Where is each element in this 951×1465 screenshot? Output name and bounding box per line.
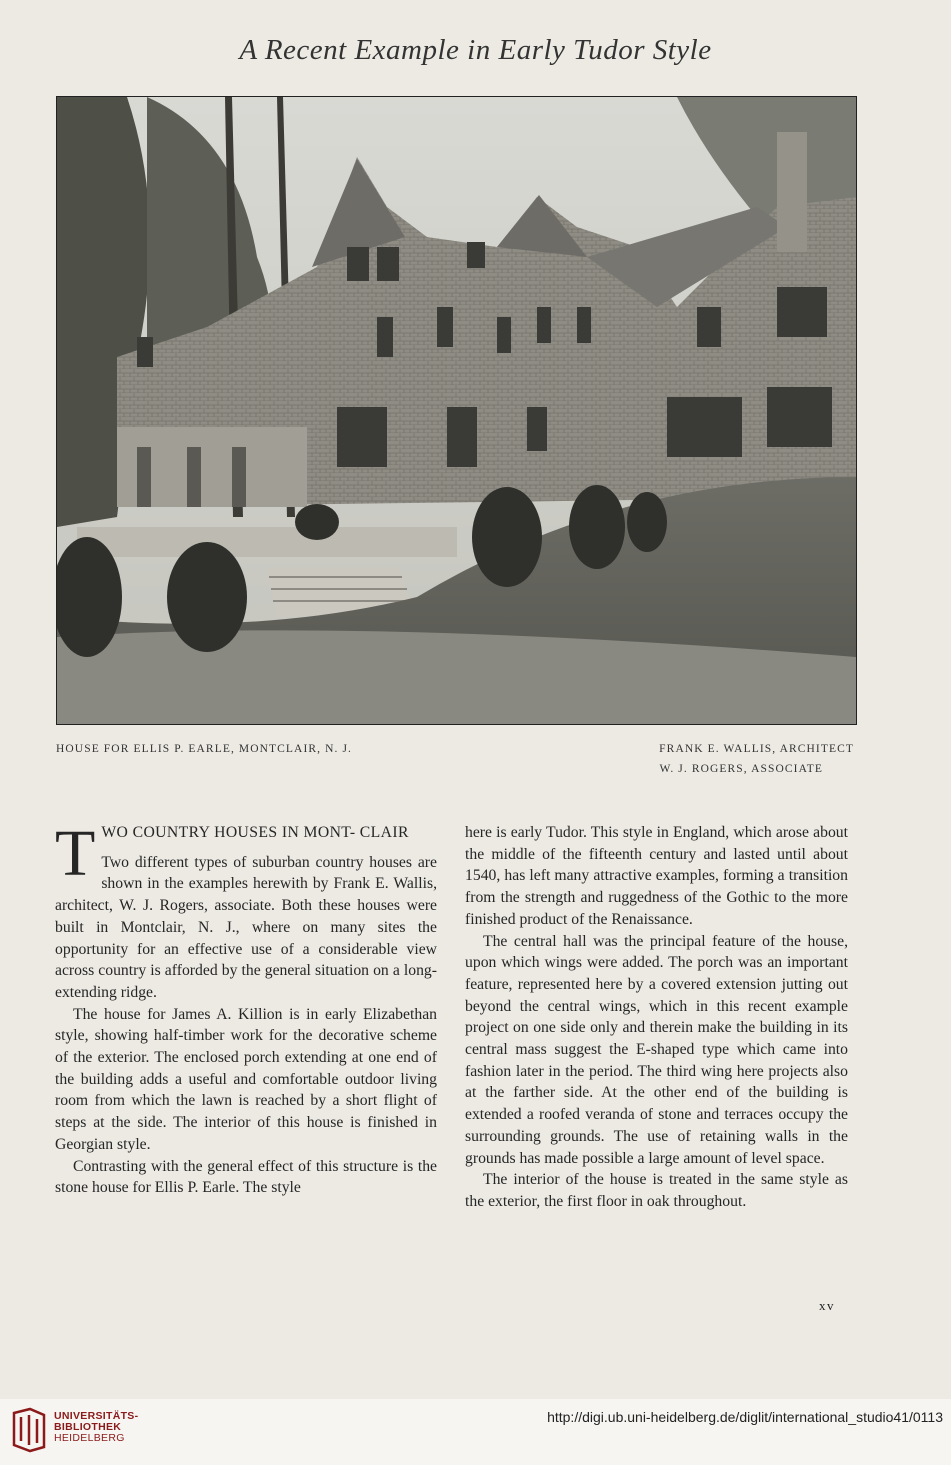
paragraph: The interior of the house is treated in the same style as the exterior, the first floor in oak throughout. xyxy=(465,1171,848,1210)
house-photograph xyxy=(56,96,857,725)
paragraph: Contrasting with the general effect of this structure is the stone house for Ellis P. Earle. The style xyxy=(55,1157,437,1197)
library-name-line: UNIVERSITÄTS- xyxy=(54,1410,139,1422)
article-right-column xyxy=(465,822,848,1213)
source-url-link[interactable]: http://digi.ub.uni-heidelberg.de/diglit/international_studio41/0113 xyxy=(547,1409,943,1425)
paragraph: here is early Tudor. This style in England, which arose about the middle of the fifteenth century and lasted until about 1540, has left many attractive examples, forming a transition from the strength and ruggedness of the Gothic to the more finished product of the Renaissance. xyxy=(465,824,848,928)
digitization-footer xyxy=(0,1399,951,1465)
page-number: xv xyxy=(819,1298,835,1313)
photo-caption-architect: FRANK E. WALLIS, ARCHITECT xyxy=(659,743,854,755)
paragraph: The house for James A. Killion is in early Elizabethan style, showing half-timber work for the decorative scheme of the exterior. The enclosed porch extending at one end of the building adds a useful and comfortable outdoor living room from which the lawn is reached by a short flight of steps at the side. The interior of this house is finished in Georgian style. xyxy=(55,1005,437,1153)
paragraph: The central hall was the principal feature of the house, upon which wings were added. The porch was an important feature, represented here by a covered extension jutting out beyond the central wings, which in this recent example project on one side only and therein make the building in its central mass suggest the E-shaped type which came into fashion later in the period. The third wing here projects also at the farther side. At the other end of the building is extended a roofed veranda of stone and terraces occupy the surrounding grounds. The use of retaining walls in the grounds has made possible a large amount of level space. xyxy=(465,932,848,1167)
library-name-line: BIBLIOTHEK xyxy=(54,1421,122,1433)
photo-caption-house: HOUSE FOR ELLIS P. EARLE, MONTCLAIR, N. J. xyxy=(56,743,353,755)
paragraph: Two different types of suburban country houses are shown in the examples herewith by Frank E. Wallis, architect, W. J. Rogers, associate. Both these houses were built in Montclair, N. J., where on many sites the opportunity for an effective use of a considerable view across country is afforded by the general situation on a long-extending ridge. xyxy=(55,853,437,1001)
drop-cap: T xyxy=(55,817,96,890)
library-name-line: HEIDELBERG xyxy=(54,1432,125,1444)
article-left-column xyxy=(55,817,437,1199)
library-name xyxy=(54,1411,138,1444)
library-logo-icon xyxy=(10,1407,48,1453)
article-opening xyxy=(55,817,437,890)
page-title: A Recent Example in Early Tudor Style xyxy=(239,34,712,66)
article-heading: WO COUNTRY HOUSES IN MONT- CLAIR xyxy=(101,824,409,841)
photo-caption-associate: W. J. ROGERS, ASSOCIATE xyxy=(659,763,823,775)
